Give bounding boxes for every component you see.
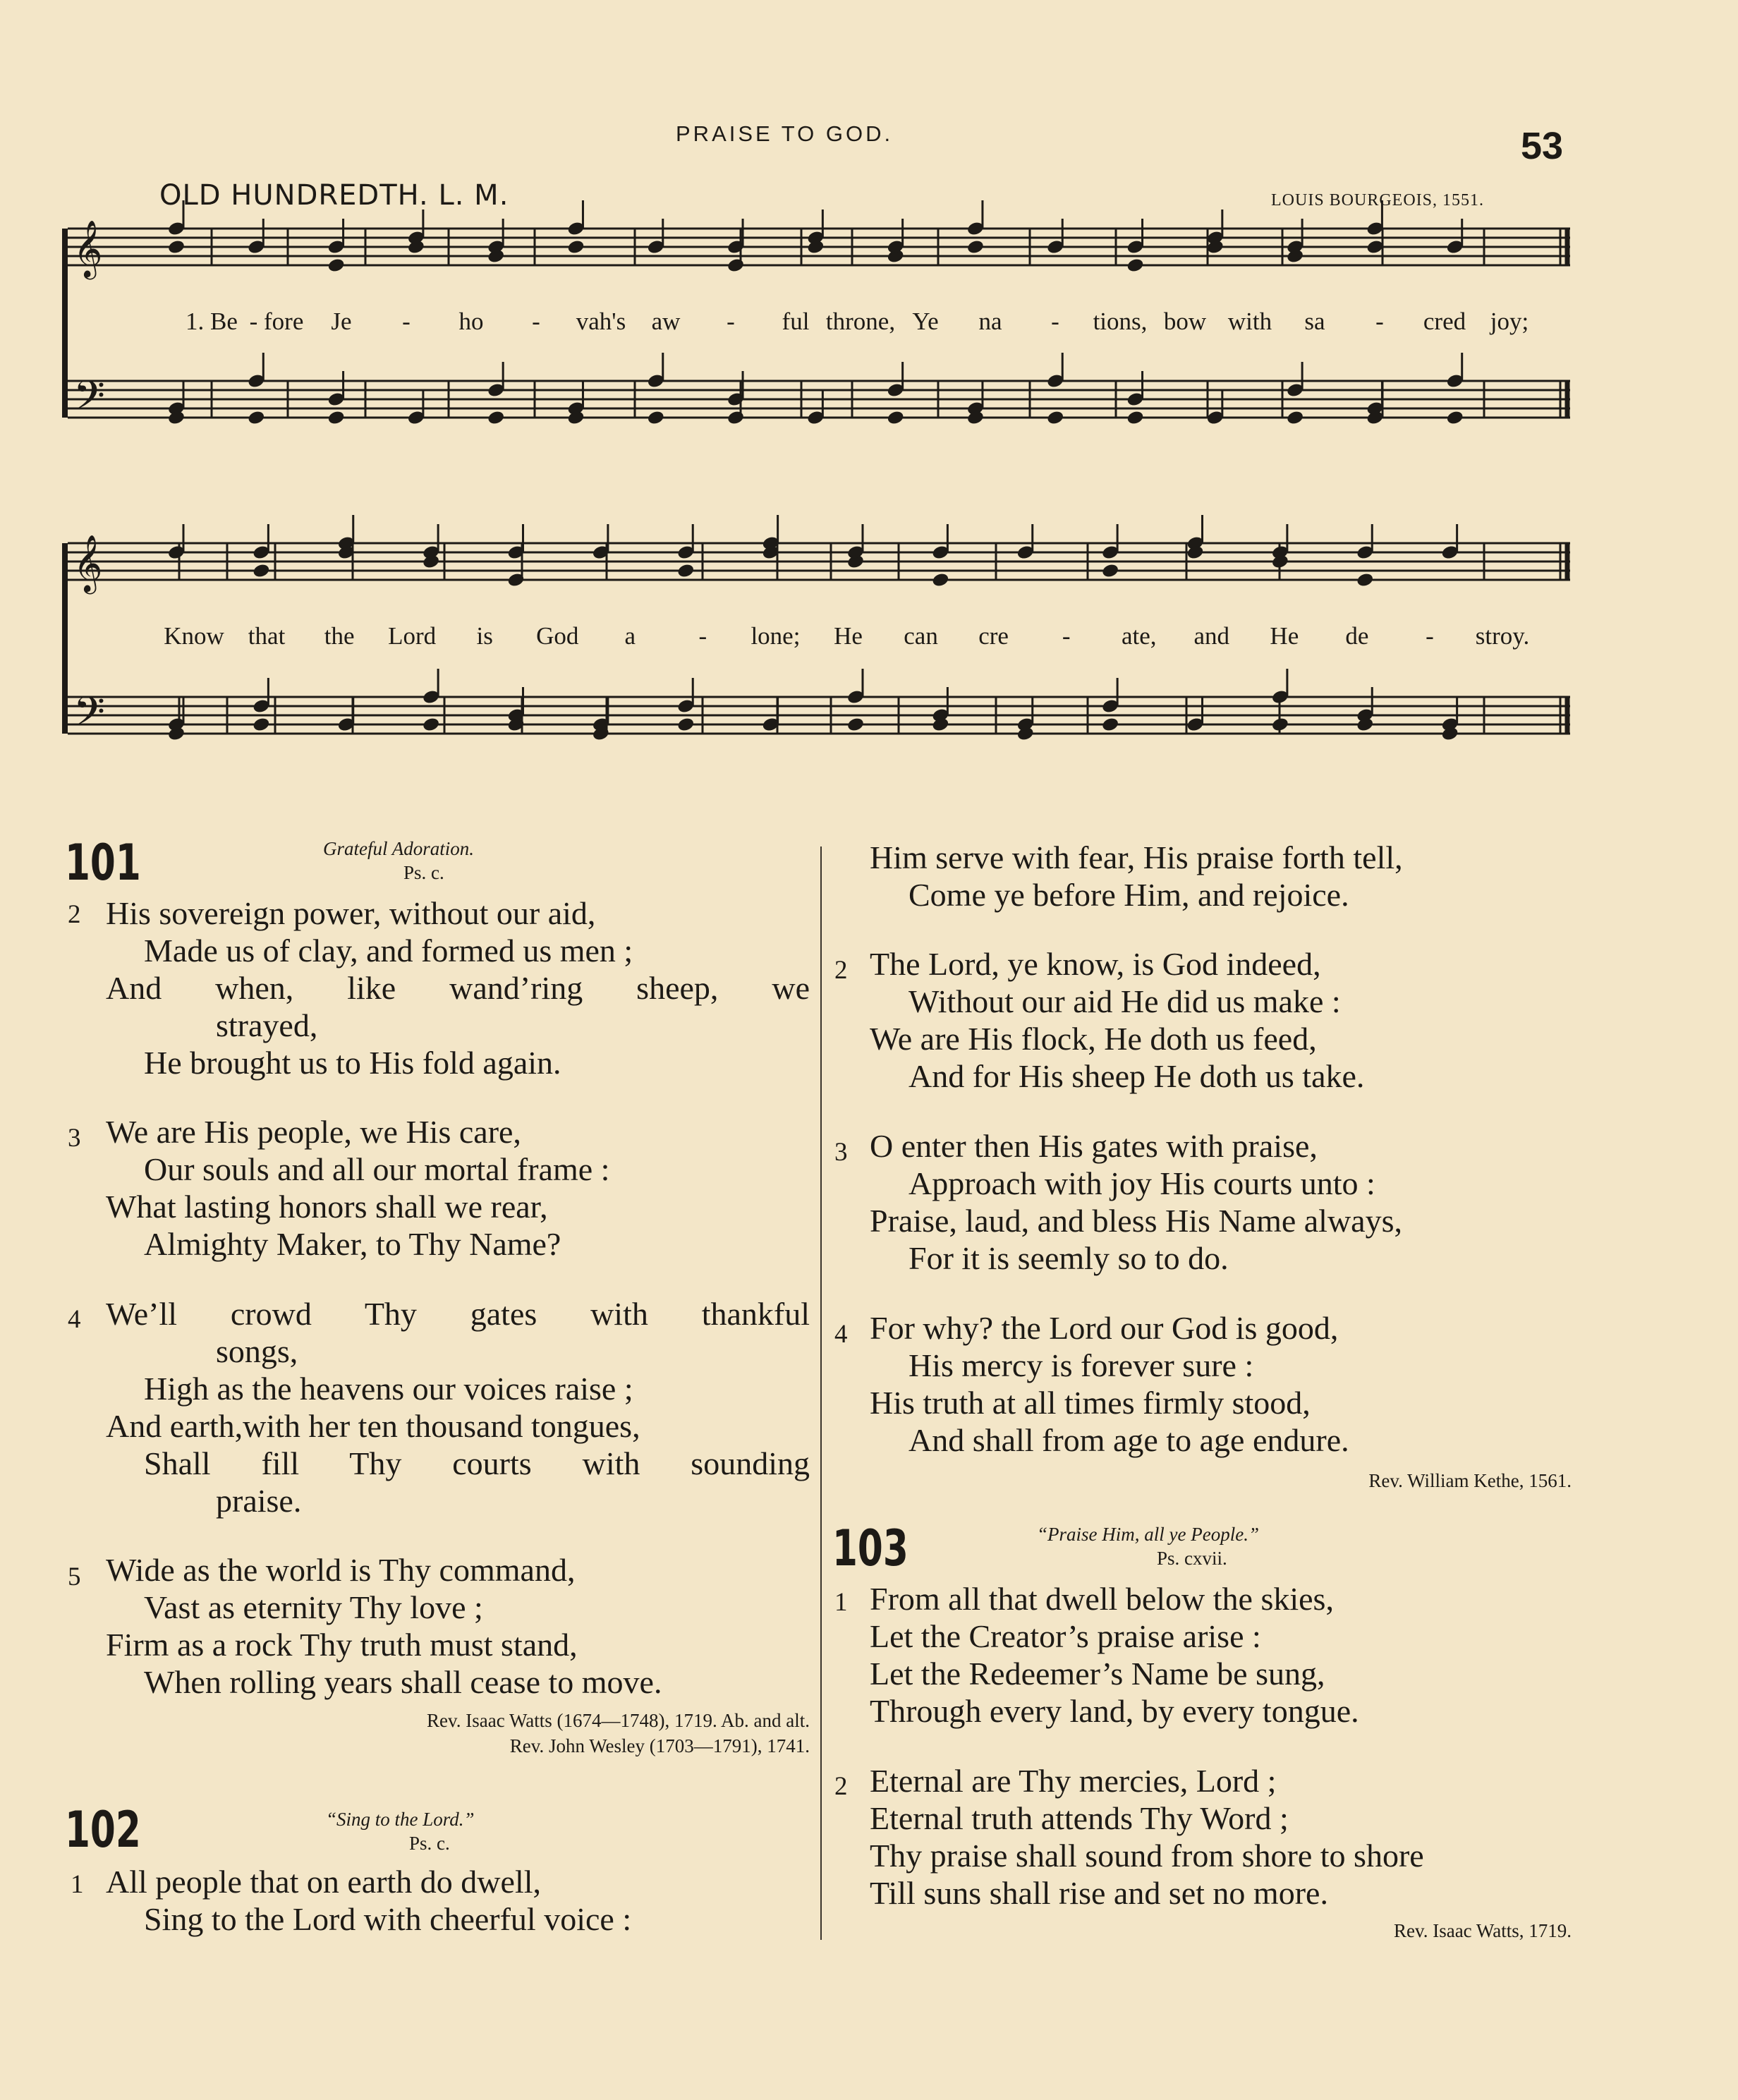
note-head — [647, 410, 665, 426]
lyric-syllable: tions, — [1093, 308, 1148, 335]
verse-line: He brought us to His fold again. — [144, 1045, 561, 1081]
lyric-syllable: stroy. — [1475, 622, 1530, 650]
hymn-author: Rev. William Kethe, 1561. — [1368, 1470, 1572, 1491]
verse-number: 2 — [834, 956, 848, 985]
verse-line: The Lord, ye know, is God indeed, — [870, 946, 1321, 982]
lyric-syllable: - — [698, 622, 707, 650]
note-head — [1101, 717, 1119, 733]
verse-line: All people that on earth do dwell, — [106, 1864, 542, 1900]
verse-line: Come ye before Him, and rejoice. — [909, 877, 1349, 913]
hymn-meter: Ps. c. — [409, 1833, 450, 1854]
verse-number: 5 — [68, 1562, 81, 1591]
lyric-syllable: de — [1345, 622, 1369, 650]
lyric-syllable: the — [324, 622, 355, 650]
lyric-syllable: is — [476, 622, 493, 650]
verse-line: Let the Creator’s praise arise : — [870, 1618, 1261, 1654]
note-head — [487, 410, 505, 426]
verse-line: His sovereign power, without our aid, — [106, 895, 596, 931]
note-head — [676, 563, 695, 579]
lyric-syllable: He — [1270, 622, 1299, 650]
lyric-syllable: with — [1227, 308, 1272, 335]
verse-line: Wide as the world is Thy command, — [106, 1552, 576, 1588]
note-head — [887, 410, 905, 426]
lyric-syllable: joy; — [1490, 308, 1529, 335]
verse-line: For why? the Lord our God is good, — [870, 1310, 1339, 1346]
note-head — [252, 717, 270, 733]
verse-line: Vast as eternity Thy love ; — [144, 1589, 483, 1625]
verse-line: praise. — [216, 1483, 302, 1519]
note-head — [1101, 563, 1119, 579]
hymn-title: Grateful Adoration. — [323, 838, 475, 859]
lyric-syllable: ho — [458, 308, 484, 335]
note-head — [1126, 257, 1144, 274]
treble-clef-icon: 𝄞 — [73, 219, 103, 277]
lyric-syllable: bow — [1163, 308, 1207, 335]
tune-composer: LOUIS BOURGEOIS, 1551. — [1271, 191, 1485, 210]
lyric-syllable: Ye — [912, 308, 939, 335]
lyric-syllable: vah's — [576, 308, 626, 335]
note-head — [1126, 410, 1144, 426]
hymn-author: Rev. Isaac Watts, 1719. — [1393, 1920, 1572, 1941]
verse-line: Him serve with fear, His praise forth tell, — [870, 839, 1403, 875]
page-number: 53 — [1521, 125, 1564, 167]
lyric-syllable: lone; — [750, 622, 801, 650]
verse-line: When rolling years shall cease to move. — [144, 1664, 662, 1700]
music-score — [0, 0, 1738, 811]
note-head — [846, 717, 865, 733]
verse-line: strayed, — [216, 1007, 318, 1043]
verse-line: And when, like wand’ring sheep, we — [106, 970, 810, 1006]
lyric-syllable: ate, — [1121, 622, 1157, 650]
verse-line: Till suns shall rise and set no more. — [870, 1875, 1328, 1911]
lyric-syllable: sa — [1304, 308, 1325, 335]
verse-line: We’ll crowd Thy gates with thankful — [106, 1296, 810, 1332]
verse-line: His mercy is forever sure : — [909, 1347, 1254, 1383]
note-head — [247, 410, 265, 426]
lyric-syllable: - — [727, 308, 735, 335]
verse-number: 3 — [68, 1124, 81, 1153]
bass-clef-icon: 𝄢 — [73, 688, 106, 746]
tune-name: OLD HUNDREDTH. L. M. — [159, 179, 509, 212]
note-head — [422, 717, 440, 733]
verse-line: Without our aid He did us make : — [909, 983, 1341, 1019]
verse-line: Our souls and all our mortal frame : — [144, 1151, 610, 1187]
lyric-syllable: - — [1426, 622, 1434, 650]
lyric-syllable: aw — [651, 308, 681, 335]
note-head — [327, 257, 346, 274]
note-head — [966, 239, 985, 255]
bass-clef-icon: 𝄢 — [73, 372, 106, 430]
hymn-number: 102 — [65, 1801, 141, 1859]
lyric-syllable: Lord — [388, 622, 437, 650]
verse-number: 1 — [71, 1870, 84, 1899]
lyric-syllable: cred — [1423, 308, 1466, 335]
verse-line: Approach with joy His courts unto : — [909, 1165, 1375, 1201]
hymn-title: “Sing to the Lord.” — [326, 1809, 475, 1830]
verse-number: 2 — [834, 1772, 848, 1801]
lyric-syllable: Je — [331, 308, 352, 335]
verse-line: songs, — [216, 1333, 298, 1369]
hymn-number: 101 — [65, 834, 141, 892]
verse-line: Shall fill Thy courts with sounding — [144, 1445, 810, 1481]
lyric-syllable: and — [1193, 622, 1230, 650]
note-head — [566, 239, 585, 255]
note-head — [727, 257, 745, 274]
verse-number: 4 — [834, 1320, 848, 1349]
running-head: PRAISE TO GOD. — [676, 121, 894, 146]
verse-line: High as the heavens our voices raise ; — [144, 1371, 633, 1407]
lyric-syllable: throne, — [825, 308, 896, 335]
hymn-number: 103 — [832, 1519, 909, 1577]
note-head — [167, 239, 186, 255]
verse-line: Praise, laud, and bless His Name always, — [870, 1203, 1403, 1239]
lyric-syllable: He — [834, 622, 863, 650]
verse-line: Firm as a rock Thy truth must stand, — [106, 1627, 578, 1663]
lyric-syllable: Know — [164, 622, 224, 650]
verse-line: Almighty Maker, to Thy Name? — [144, 1226, 561, 1262]
note-head — [252, 563, 270, 579]
verse-number: 3 — [834, 1138, 848, 1167]
lyric-syllable: a — [624, 622, 636, 650]
verse-line: And earth,with her ten thousand tongues, — [106, 1408, 640, 1444]
lyric-syllable: - fore — [249, 308, 304, 335]
verse-number: 1 — [834, 1588, 848, 1617]
note-head — [1271, 717, 1289, 733]
column-divider — [820, 846, 822, 1940]
hymn-meter: Ps. c. — [403, 862, 444, 883]
verse-line: And shall from age to age endure. — [909, 1422, 1349, 1458]
hymn-title: “Praise Him, all ye People.” — [1037, 1524, 1259, 1545]
hymn-author: Rev. John Wesley (1703—1791), 1741. — [509, 1735, 810, 1756]
verse-line: Through every land, by every tongue. — [870, 1693, 1359, 1729]
verse-line: We are His people, we His care, — [106, 1114, 521, 1150]
verse-line: Thy praise shall sound from shore to shore — [870, 1838, 1424, 1874]
lyric-syllable: God — [536, 622, 579, 650]
lyric-syllable: - — [1375, 308, 1384, 335]
note-head — [1356, 572, 1374, 588]
note-head — [727, 410, 745, 426]
note-head — [931, 572, 949, 588]
note-head — [676, 717, 695, 733]
lyric-syllable: can — [904, 622, 938, 650]
verse-line: Let the Redeemer’s Name be sung, — [870, 1656, 1325, 1692]
treble-clef-icon: 𝄞 — [73, 534, 103, 592]
note-head — [1046, 410, 1064, 426]
verse-line: We are His flock, He doth us feed, — [870, 1021, 1317, 1057]
verse-line: Sing to the Lord with cheerful voice : — [144, 1901, 632, 1937]
verse-line: What lasting honors shall we rear, — [106, 1189, 548, 1225]
verse-number: 4 — [68, 1305, 81, 1334]
lyric-syllable: - — [1062, 622, 1071, 650]
hymn-author: Rev. Isaac Watts (1674—1748), 1719. Ab. and alt. — [427, 1710, 810, 1731]
lyric-syllable: 1. Be — [186, 308, 238, 335]
verse-line: Made us of clay, and formed us men ; — [144, 933, 633, 969]
verse-line: His truth at all times firmly stood, — [870, 1385, 1311, 1421]
lyric-syllable: ful — [782, 308, 810, 335]
lyric-syllable: cre — [978, 622, 1009, 650]
lyric-syllable: that — [248, 622, 286, 650]
lyric-syllable: na — [978, 308, 1002, 335]
verse-number: 2 — [68, 900, 81, 929]
verse-line: Eternal are Thy mercies, Lord ; — [870, 1763, 1277, 1799]
note-head — [1446, 410, 1464, 426]
lyric-syllable: - — [532, 308, 540, 335]
lyric-syllable: - — [1051, 308, 1059, 335]
verse-line: Eternal truth attends Thy Word ; — [870, 1800, 1289, 1836]
verse-line: And for His sheep He doth us take. — [909, 1058, 1365, 1094]
verse-line: O enter then His gates with praise, — [870, 1128, 1318, 1164]
hymn-meter: Ps. cxvii. — [1157, 1548, 1227, 1569]
note-head — [1286, 410, 1304, 426]
note-head — [327, 410, 346, 426]
verse-line: For it is seemly so to do. — [909, 1240, 1229, 1276]
verse-line: From all that dwell below the skies, — [870, 1581, 1334, 1617]
lyric-syllable: - — [402, 308, 411, 335]
